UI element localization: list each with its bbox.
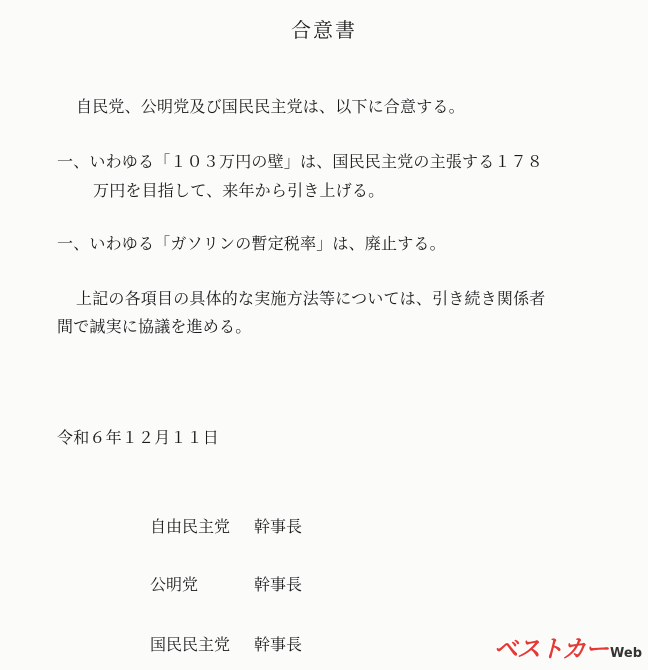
signatory-2-party: 公明党 (150, 575, 199, 594)
signatory-1-party: 自由民主党 (150, 517, 231, 536)
watermark-logo (494, 634, 642, 664)
signatory-2-role: 幹事長 (254, 575, 303, 594)
agreement-date: 令和６年１２月１１日 (57, 428, 220, 447)
signatory-1-role: 幹事長 (254, 517, 303, 536)
item-1-line-2: 万円を目指して、来年から引き上げる。 (93, 181, 385, 200)
signatory-3-role: 幹事長 (254, 635, 303, 654)
closing-line-2: 間で誠実に協議を進める。 (57, 317, 252, 336)
signatory-3-party: 国民民主党 (150, 635, 231, 654)
intro-paragraph: 自民党、公明党及び国民民主党は、以下に合意する。 (76, 97, 465, 116)
document-title: 合意書 (291, 18, 357, 42)
watermark-logo-main: ベストカー (493, 635, 608, 663)
item-1-line-1: 一、いわゆる「１０３万円の壁」は、国民民主党の主張する１７８ (57, 152, 544, 171)
item-2-line-1: 一、いわゆる「ガソリンの暫定税率」は、廃止する。 (57, 234, 446, 253)
watermark-logo-web: Web (610, 646, 642, 661)
closing-line-1: 上記の各項目の具体的な実施方法等については、引き続き関係者 (76, 289, 546, 308)
